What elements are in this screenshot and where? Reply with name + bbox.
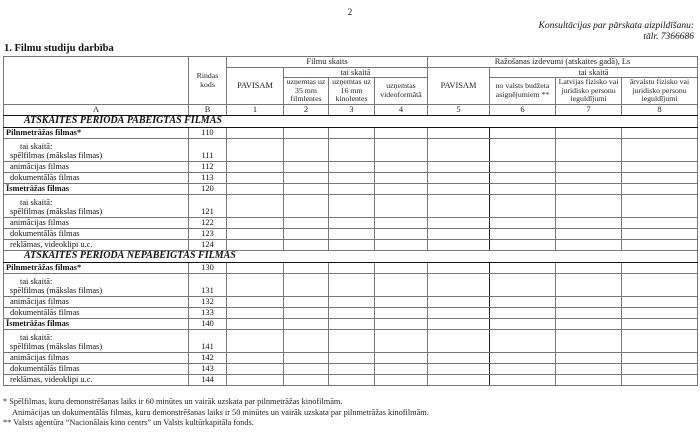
input-cell-col-5[interactable] <box>428 374 490 385</box>
row-label: animācijas filmas <box>4 296 189 307</box>
input-cell-col-3[interactable] <box>329 374 375 385</box>
table-row <box>4 228 698 239</box>
input-cell-col-5[interactable] <box>428 183 490 194</box>
row-code: 113 <box>189 172 227 183</box>
row-label: animācijas filmas <box>4 352 189 363</box>
consultation-info <box>539 21 694 43</box>
input-cell-col-4[interactable] <box>375 228 428 239</box>
header-row-code: Rindas kods <box>189 57 227 105</box>
column-letter: A <box>4 105 189 116</box>
input-cell-col-5[interactable] <box>428 127 490 138</box>
input-cell-col-1[interactable] <box>227 183 284 194</box>
row-label-prefix: tai skaitā: <box>20 276 53 286</box>
footnote-state-funding: ** Valsts aģentūra “Nacionālais kino centrs” un Valsts kultūrkapitāla fonds. <box>3 418 254 427</box>
input-cell-col-3[interactable] <box>329 172 375 183</box>
input-cell-col-7[interactable] <box>556 262 622 273</box>
row-code: 112 <box>189 161 227 172</box>
input-cell-col-4[interactable] <box>375 307 428 318</box>
table-row <box>4 127 698 138</box>
input-cell-col-2[interactable] <box>284 239 329 250</box>
input-cell-col-6[interactable] <box>490 262 556 273</box>
input-cell-col-7[interactable] <box>556 172 622 183</box>
input-cell-col-5[interactable] <box>428 161 490 172</box>
input-cell-col-8[interactable] <box>622 217 698 228</box>
input-cell-col-3[interactable] <box>329 239 375 250</box>
table-row <box>4 296 698 307</box>
page-number: 2 <box>347 7 353 17</box>
input-cell-col-3[interactable] <box>329 363 375 374</box>
input-cell-col-7[interactable] <box>556 194 622 217</box>
column-letter: 7 <box>556 105 622 116</box>
header-16mm: uzņemtas uz 16 mm kinolentes <box>329 78 375 105</box>
input-cell-col-2[interactable] <box>284 217 329 228</box>
row-code: 141 <box>189 329 227 352</box>
input-cell-col-5[interactable] <box>428 194 490 217</box>
input-cell-col-3[interactable] <box>329 352 375 363</box>
input-cell-col-8[interactable] <box>622 194 698 217</box>
row-label <box>4 194 189 217</box>
column-letter: 3 <box>329 105 375 116</box>
input-cell-col-2[interactable] <box>284 262 329 273</box>
input-cell-col-3[interactable] <box>329 318 375 329</box>
table-row <box>4 329 698 352</box>
input-cell-col-1[interactable] <box>227 352 284 363</box>
input-cell-col-7[interactable] <box>556 138 622 161</box>
input-cell-col-3[interactable] <box>329 194 375 217</box>
table-row <box>4 262 698 273</box>
input-cell-col-7[interactable] <box>556 296 622 307</box>
row-label: reklāmas, videoklipi u.c. <box>4 239 189 250</box>
input-cell-col-7[interactable] <box>556 374 622 385</box>
input-cell-col-1[interactable] <box>227 217 284 228</box>
row-label: reklāmas, videoklipi u.c. <box>4 374 189 385</box>
input-cell-col-1[interactable] <box>227 273 284 296</box>
row-label-text: spēlfilmas (mākslas filmas) <box>10 207 103 216</box>
input-cell-col-2[interactable] <box>284 363 329 374</box>
row-code: 130 <box>189 262 227 273</box>
input-cell-col-8[interactable] <box>622 307 698 318</box>
row-code: 111 <box>189 138 227 161</box>
input-cell-col-7[interactable] <box>556 217 622 228</box>
input-cell-col-5[interactable] <box>428 217 490 228</box>
input-cell-col-4[interactable] <box>375 183 428 194</box>
input-cell-col-7[interactable] <box>556 329 622 352</box>
input-cell-col-6[interactable] <box>490 329 556 352</box>
input-cell-col-3[interactable] <box>329 329 375 352</box>
footnotes <box>3 397 429 429</box>
row-code: 110 <box>189 127 227 138</box>
row-label: Īsmetrāžas filmas <box>4 183 189 194</box>
footnote-animation-documentary: Animācijas un dokumentālās filmas, kuru demonstrēšanas laiks ir 50 minūtes un vairāk uzskata par pilnmetrāžas kinofilmām. <box>12 407 429 417</box>
input-cell-col-5[interactable] <box>428 352 490 363</box>
input-cell-col-1[interactable] <box>227 161 284 172</box>
input-cell-col-5[interactable] <box>428 318 490 329</box>
input-cell-col-6[interactable] <box>490 194 556 217</box>
table-row <box>4 363 698 374</box>
table-row <box>4 172 698 183</box>
input-cell-col-1[interactable] <box>227 329 284 352</box>
table-row <box>4 194 698 217</box>
input-cell-col-5[interactable] <box>428 329 490 352</box>
header-incl-costs: tai skaitā <box>490 67 698 78</box>
column-letter: 5 <box>428 105 490 116</box>
row-label-text: spēlfilmas (mākslas filmas) <box>10 342 103 351</box>
table-row <box>4 217 698 228</box>
input-cell-col-6[interactable] <box>490 318 556 329</box>
consultation-label: Konsultācijas par pārskata aizpildīšanu: <box>538 21 694 31</box>
input-cell-col-1[interactable] <box>227 296 284 307</box>
input-cell-col-6[interactable] <box>490 307 556 318</box>
section-title: 1. Filmu studiju darbība <box>4 43 114 54</box>
input-cell-col-6[interactable] <box>490 217 556 228</box>
input-cell-col-5[interactable] <box>428 296 490 307</box>
input-cell-col-2[interactable] <box>284 127 329 138</box>
header-latvian-investment: Latvijas fizisko vai juridisko personu ieguldījumi <box>556 78 622 105</box>
input-cell-col-8[interactable] <box>622 183 698 194</box>
input-cell-col-2[interactable] <box>284 172 329 183</box>
table-row <box>4 273 698 296</box>
input-cell-col-6[interactable] <box>490 352 556 363</box>
row-label: animācijas filmas <box>4 161 189 172</box>
input-cell-col-6[interactable] <box>490 127 556 138</box>
header-state-budget: no valsts budžeta asignējumiem ** <box>490 78 556 105</box>
table-row <box>4 307 698 318</box>
row-label: dokumentālās filmas <box>4 307 189 318</box>
input-cell-col-2[interactable] <box>284 307 329 318</box>
input-cell-col-8[interactable] <box>622 363 698 374</box>
input-cell-col-3[interactable] <box>329 296 375 307</box>
input-cell-col-2[interactable] <box>284 318 329 329</box>
header-incl-count: tai skaitā <box>284 67 428 78</box>
section-header-row <box>4 115 698 127</box>
input-cell-col-1[interactable] <box>227 228 284 239</box>
header-production-costs: Ražošanas izdevumi (atskaites gadā), Ls <box>428 57 698 68</box>
row-label-text: spēlfilmas (mākslas filmas) <box>10 286 103 295</box>
input-cell-col-7[interactable] <box>556 363 622 374</box>
film-studio-form-table <box>3 56 698 386</box>
column-letter: B <box>189 105 227 116</box>
row-label-text: spēlfilmas (mākslas filmas) <box>10 151 103 160</box>
input-cell-col-5[interactable] <box>428 239 490 250</box>
row-code: 124 <box>189 239 227 250</box>
input-cell-col-4[interactable] <box>375 172 428 183</box>
input-cell-col-7[interactable] <box>556 161 622 172</box>
column-letter-row <box>4 105 698 116</box>
input-cell-col-8[interactable] <box>622 273 698 296</box>
footnote-feature-films: * Spēlfilmas, kuru demonstrēšanas laiks ir 60 minūtes un vairāk uzskata par pilnmetrāžas kinofilmām. <box>3 397 343 406</box>
row-label <box>4 329 189 352</box>
input-cell-col-6[interactable] <box>490 363 556 374</box>
input-cell-col-6[interactable] <box>490 183 556 194</box>
input-cell-col-2[interactable] <box>284 329 329 352</box>
input-cell-col-6[interactable] <box>490 172 556 183</box>
input-cell-col-6[interactable] <box>490 138 556 161</box>
input-cell-col-4[interactable] <box>375 296 428 307</box>
input-cell-col-8[interactable] <box>622 374 698 385</box>
input-cell-col-4[interactable] <box>375 352 428 363</box>
row-code: 131 <box>189 273 227 296</box>
consultation-phone: tālr. 7366686 <box>643 32 694 42</box>
table-row <box>4 352 698 363</box>
column-letter: 8 <box>622 105 698 116</box>
input-cell-col-1[interactable] <box>227 374 284 385</box>
table-row <box>4 318 698 329</box>
input-cell-col-3[interactable] <box>329 127 375 138</box>
row-label <box>4 138 189 161</box>
input-cell-col-6[interactable] <box>490 239 556 250</box>
row-label: dokumentālās filmas <box>4 172 189 183</box>
input-cell-col-1[interactable] <box>227 194 284 217</box>
input-cell-col-8[interactable] <box>622 262 698 273</box>
column-letter: 1 <box>227 105 284 116</box>
row-code: 133 <box>189 307 227 318</box>
section-header-row <box>4 250 698 262</box>
input-cell-col-4[interactable] <box>375 239 428 250</box>
input-cell-col-5[interactable] <box>428 172 490 183</box>
input-cell-col-7[interactable] <box>556 352 622 363</box>
input-cell-col-8[interactable] <box>622 352 698 363</box>
row-code: 143 <box>189 363 227 374</box>
input-cell-col-4[interactable] <box>375 161 428 172</box>
header-foreign-investment: ārvalstu fizisko vai juridisko personu ieguldījumi <box>622 78 698 105</box>
row-label: Pilnmetrāžas filmas* <box>4 127 189 138</box>
input-cell-col-6[interactable] <box>490 228 556 239</box>
section-heading: ATSKAITES PERIODĀ PABEIGTĀS FILMAS <box>4 115 698 127</box>
input-cell-col-3[interactable] <box>329 161 375 172</box>
input-cell-col-6[interactable] <box>490 296 556 307</box>
input-cell-col-8[interactable] <box>622 228 698 239</box>
input-cell-col-3[interactable] <box>329 138 375 161</box>
input-cell-col-4[interactable] <box>375 194 428 217</box>
input-cell-col-5[interactable] <box>428 273 490 296</box>
row-label: dokumentālās filmas <box>4 363 189 374</box>
column-letter: 6 <box>490 105 556 116</box>
table-row <box>4 161 698 172</box>
row-label-prefix: tai skaitā: <box>20 197 53 207</box>
input-cell-col-4[interactable] <box>375 273 428 296</box>
input-cell-col-5[interactable] <box>428 228 490 239</box>
input-cell-col-3[interactable] <box>329 217 375 228</box>
input-cell-col-1[interactable] <box>227 318 284 329</box>
input-cell-col-7[interactable] <box>556 239 622 250</box>
input-cell-col-7[interactable] <box>556 307 622 318</box>
row-label <box>4 273 189 296</box>
input-cell-col-6[interactable] <box>490 273 556 296</box>
section-heading: ATSKAITES PERIODĀ NEPABEIGTĀS FILMAS <box>4 250 698 262</box>
row-code: 142 <box>189 352 227 363</box>
input-cell-col-3[interactable] <box>329 273 375 296</box>
input-cell-col-4[interactable] <box>375 318 428 329</box>
header-blank-cell <box>4 57 189 105</box>
input-cell-col-7[interactable] <box>556 228 622 239</box>
input-cell-col-4[interactable] <box>375 329 428 352</box>
row-code: 121 <box>189 194 227 217</box>
input-cell-col-1[interactable] <box>227 239 284 250</box>
input-cell-col-5[interactable] <box>428 262 490 273</box>
input-cell-col-7[interactable] <box>556 318 622 329</box>
input-cell-col-5[interactable] <box>428 363 490 374</box>
input-cell-col-1[interactable] <box>227 172 284 183</box>
input-cell-col-8[interactable] <box>622 318 698 329</box>
table-row <box>4 374 698 385</box>
header-film-count: Filmu skaits <box>227 57 428 68</box>
input-cell-col-8[interactable] <box>622 329 698 352</box>
table-row <box>4 239 698 250</box>
input-cell-col-6[interactable] <box>490 161 556 172</box>
row-label: Pilnmetrāžas filmas* <box>4 262 189 273</box>
input-cell-col-3[interactable] <box>329 183 375 194</box>
row-label-prefix: tai skaitā: <box>20 332 53 342</box>
header-total-count: PAVISAM <box>227 67 284 105</box>
input-cell-col-2[interactable] <box>284 296 329 307</box>
row-code: 132 <box>189 296 227 307</box>
header-video: uzņemtas videoformātā <box>375 78 428 105</box>
input-cell-col-2[interactable] <box>284 183 329 194</box>
row-label: dokumentālās filmas <box>4 228 189 239</box>
row-code: 140 <box>189 318 227 329</box>
row-label: Īsmetrāžas filmas <box>4 318 189 329</box>
input-cell-col-1[interactable] <box>227 262 284 273</box>
input-cell-col-3[interactable] <box>329 307 375 318</box>
row-label-prefix: tai skaitā: <box>20 141 53 151</box>
input-cell-col-4[interactable] <box>375 217 428 228</box>
column-letter: 2 <box>284 105 329 116</box>
header-35mm: uzņemtas uz 35 mm filmlentes <box>284 78 329 105</box>
input-cell-col-4[interactable] <box>375 262 428 273</box>
input-cell-col-7[interactable] <box>556 273 622 296</box>
input-cell-col-8[interactable] <box>622 138 698 161</box>
header-total-costs: PAVISAM <box>428 67 490 105</box>
input-cell-col-2[interactable] <box>284 374 329 385</box>
column-letter: 4 <box>375 105 428 116</box>
input-cell-col-1[interactable] <box>227 127 284 138</box>
input-cell-col-8[interactable] <box>622 172 698 183</box>
input-cell-col-1[interactable] <box>227 138 284 161</box>
input-cell-col-2[interactable] <box>284 138 329 161</box>
input-cell-col-6[interactable] <box>490 374 556 385</box>
input-cell-col-4[interactable] <box>375 138 428 161</box>
input-cell-col-2[interactable] <box>284 194 329 217</box>
input-cell-col-2[interactable] <box>284 228 329 239</box>
input-cell-col-7[interactable] <box>556 183 622 194</box>
input-cell-col-2[interactable] <box>284 161 329 172</box>
input-cell-col-4[interactable] <box>375 127 428 138</box>
input-cell-col-8[interactable] <box>622 127 698 138</box>
row-label: animācijas filmas <box>4 217 189 228</box>
input-cell-col-8[interactable] <box>622 161 698 172</box>
input-cell-col-8[interactable] <box>622 239 698 250</box>
row-code: 122 <box>189 217 227 228</box>
table-row <box>4 183 698 194</box>
input-cell-col-4[interactable] <box>375 374 428 385</box>
row-code: 123 <box>189 228 227 239</box>
input-cell-col-1[interactable] <box>227 307 284 318</box>
input-cell-col-2[interactable] <box>284 352 329 363</box>
input-cell-col-1[interactable] <box>227 363 284 374</box>
input-cell-col-4[interactable] <box>375 363 428 374</box>
row-code: 120 <box>189 183 227 194</box>
input-cell-col-7[interactable] <box>556 127 622 138</box>
input-cell-col-5[interactable] <box>428 138 490 161</box>
table-row <box>4 138 698 161</box>
input-cell-col-8[interactable] <box>622 296 698 307</box>
input-cell-col-3[interactable] <box>329 262 375 273</box>
input-cell-col-2[interactable] <box>284 273 329 296</box>
row-code: 144 <box>189 374 227 385</box>
input-cell-col-3[interactable] <box>329 228 375 239</box>
input-cell-col-5[interactable] <box>428 307 490 318</box>
